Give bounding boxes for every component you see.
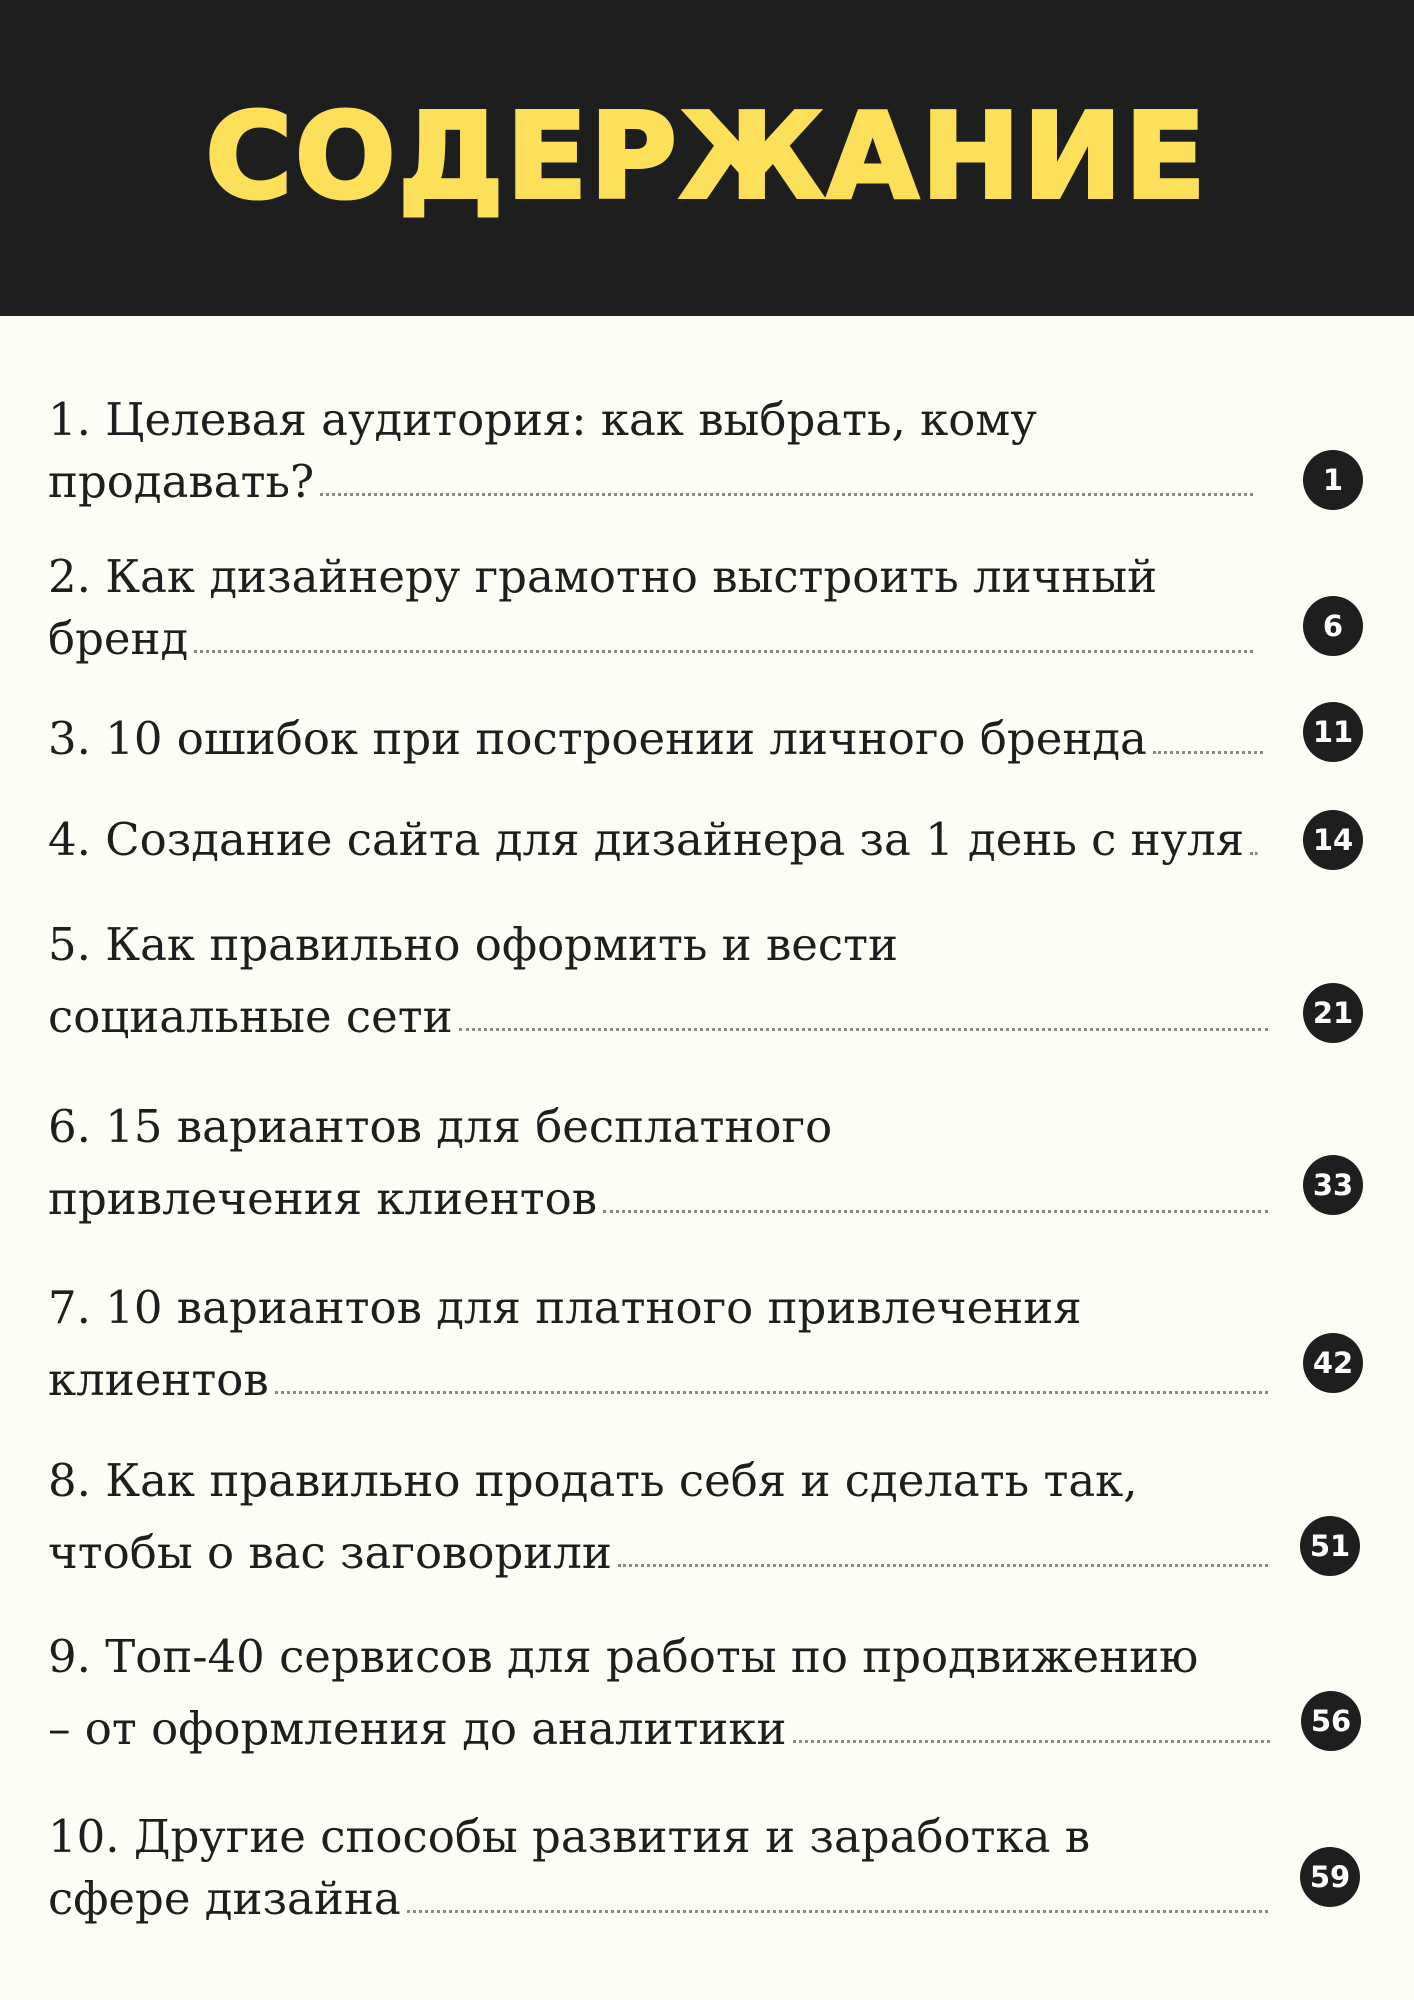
toc-entry-text: 5. Как правильно оформить и вести [48, 918, 899, 971]
page-title: СОДЕРЖАНИЕ [205, 87, 1209, 225]
toc-entry-text: 1. Целевая аудитория: как выбрать, кому [48, 393, 1037, 446]
toc-entry-text: клиентов [48, 1352, 269, 1406]
toc-entry-8[interactable] [48, 1456, 1268, 1577]
page-number-badge[interactable]: 51 [1300, 1516, 1360, 1576]
toc-entry-text: 2. Как дизайнеру грамотно выстроить личный [48, 550, 1158, 603]
toc-entry-text: 6. 15 вариантов для бесплатного [48, 1100, 833, 1153]
toc-entry-1[interactable] [48, 395, 1253, 506]
toc-entry-text: сфере дизайна [48, 1871, 401, 1925]
page-number-badge[interactable]: 42 [1303, 1333, 1363, 1393]
toc-entry-text: 9. Топ-40 сервисов для работы по продвижению [48, 1630, 1199, 1683]
toc-entry-text: 10. Другие способы развития и заработка в [48, 1810, 1091, 1863]
page-number-badge[interactable]: 14 [1303, 810, 1363, 870]
page-number-badge[interactable]: 11 [1303, 702, 1363, 762]
toc-entry-text: 3. 10 ошибок при построении личного бренда [48, 712, 1147, 765]
toc-entry-text: 7. 10 вариантов для платного привлечения [48, 1281, 1082, 1334]
toc-entry-text: бренд [48, 611, 189, 665]
toc-entry-text: чтобы о вас заговорили [48, 1525, 612, 1579]
toc-entry-text: 4. Создание сайта для дизайнера за 1 день с нуля [48, 813, 1245, 866]
dot-leader [407, 1910, 1268, 1913]
dot-leader [459, 1028, 1268, 1031]
toc-entry-9[interactable] [48, 1632, 1270, 1753]
toc-entry-10[interactable] [48, 1812, 1268, 1923]
toc-entry-5[interactable] [48, 920, 1268, 1041]
dot-leader [1250, 852, 1258, 855]
dot-leader [618, 1564, 1268, 1567]
page-number-badge[interactable]: 56 [1301, 1691, 1361, 1751]
dot-leader [1153, 751, 1263, 754]
toc-entry-7[interactable] [48, 1283, 1268, 1404]
toc-entry-text: привлечения клиентов [48, 1171, 598, 1225]
page-number-badge[interactable]: 59 [1300, 1847, 1360, 1907]
dot-leader [793, 1740, 1270, 1743]
page-number-badge[interactable]: 1 [1303, 450, 1363, 510]
dot-leader [194, 650, 1253, 653]
page-number-badge[interactable]: 33 [1303, 1155, 1363, 1215]
toc-entry-2[interactable] [48, 552, 1253, 663]
page-number-badge[interactable]: 6 [1303, 596, 1363, 656]
toc-entry-4[interactable] [48, 815, 1258, 865]
toc-entry-6[interactable] [48, 1102, 1268, 1223]
dot-leader [603, 1210, 1268, 1213]
toc-entry-text: 8. Как правильно продать себя и сделать так, [48, 1454, 1138, 1507]
header-bar [0, 0, 1414, 316]
toc-entry-text: – от оформления до аналитики [48, 1701, 787, 1755]
toc-entry-text: продавать? [48, 454, 315, 508]
toc-entry-3[interactable] [48, 714, 1263, 764]
toc-entry-text: социальные сети [48, 989, 453, 1043]
page-number-badge[interactable]: 21 [1303, 983, 1363, 1043]
dot-leader [320, 493, 1253, 496]
dot-leader [275, 1391, 1268, 1394]
